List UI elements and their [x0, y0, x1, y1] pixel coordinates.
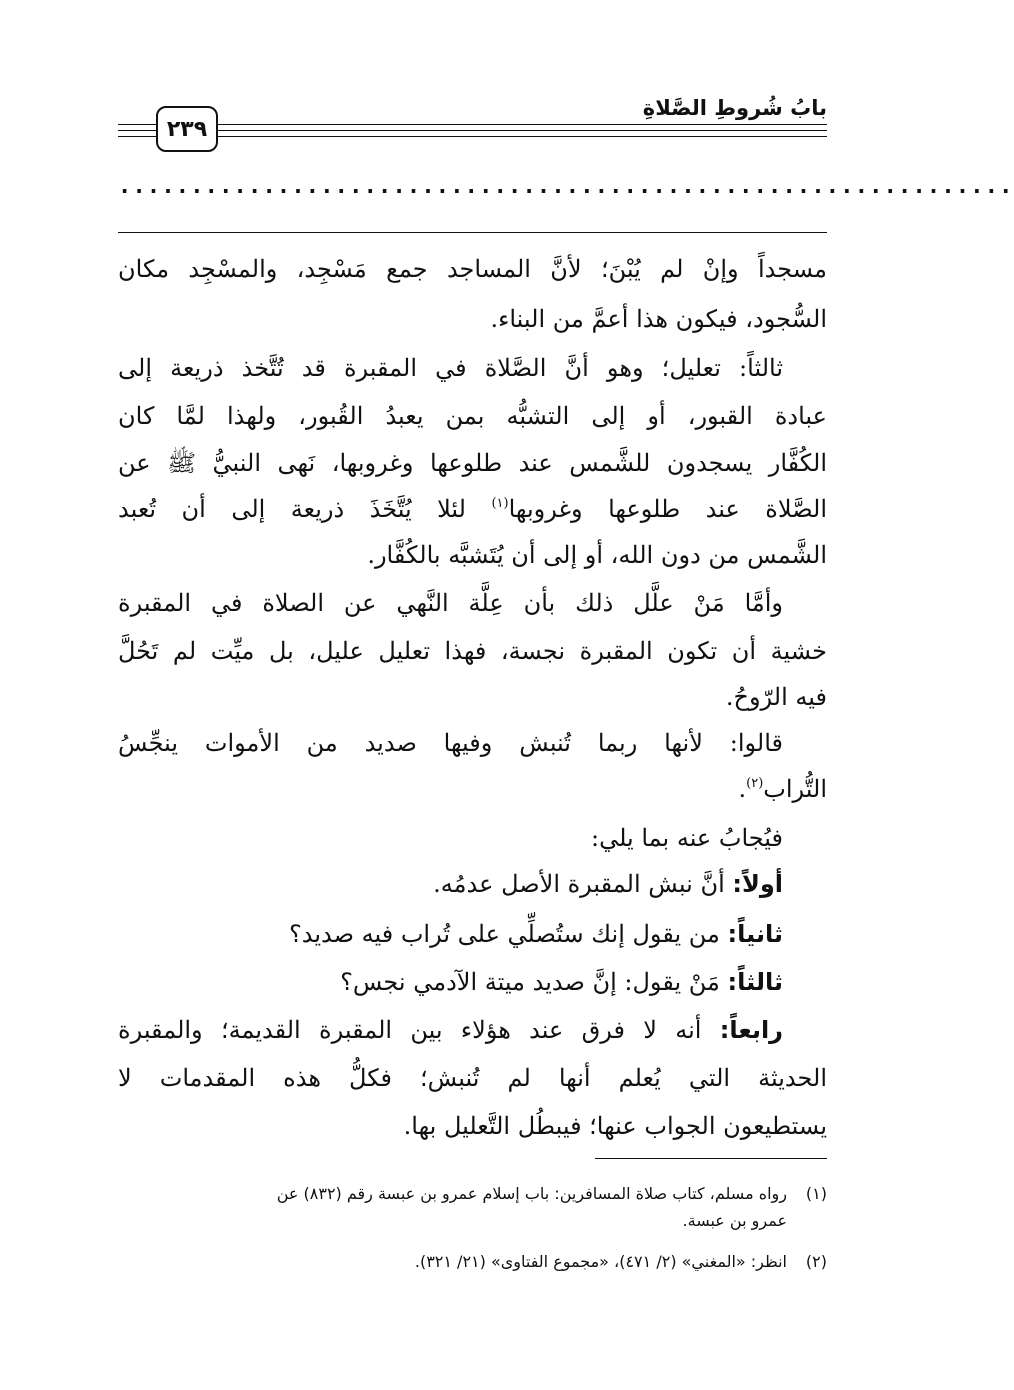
footnote-number: (١): [805, 1184, 827, 1203]
body-line: [118, 489, 827, 529]
list-item: [118, 914, 827, 954]
body-line: فيُجابُ عنه بما يلي:: [590, 824, 783, 852]
body-line: الكُفَّار يسجدون للشَّمس عند طلوعها وغروبها، نَهى النبيُّ ﷺ عن: [118, 449, 828, 477]
body-text: لئلا يُتَّخَذَ ذريعة إلى أن تُعبد: [118, 495, 466, 523]
footnote-ref: (١): [491, 496, 509, 511]
footnote-text: رواه مسلم، كتاب صلاة المسافرين: باب إسلام عمرو بن عبسة رقم (٨٣٢) عن: [276, 1184, 787, 1203]
body-line: يستطيعون الجواب عنها؛ فيبطُل التَّعليل بها.: [403, 1112, 827, 1140]
footnote-line: [118, 1248, 827, 1275]
footnote-text: انظر: «المغني» (٢/ ٤٧١)، «مجموع الفتاوى» (٢١/ ٣٢١).: [414, 1252, 787, 1271]
footnote-rule: [595, 1158, 827, 1159]
footnote-2: [118, 1248, 827, 1275]
list-text: مَنْ يقول: إنَّ صديد ميتة الآدمي نجس؟: [340, 968, 720, 996]
list-text: أنه لا فرق عند هؤلاء بين المقبرة القديمة؛ والمقبرة: [118, 1016, 702, 1044]
body-text: التُّراب: [763, 775, 827, 803]
footnote-1: [118, 1180, 827, 1234]
body-line: [118, 769, 827, 809]
body-line: عبادة القبور، أو إلى التشبُّه بمن يعبدُ القُبور، ولهذا لمَّا كان: [118, 402, 827, 430]
list-item: [118, 962, 827, 1002]
footnote-continuation: عمرو بن عبسة.: [682, 1211, 787, 1230]
list-label: ثالثاً:: [727, 968, 783, 996]
header-rule: [215, 136, 827, 137]
body-line: مسجداً وإنْ لم يُبْنَ؛ لأنَّ المساجد جمع مَسْجِد، والمسْجِد مكان: [118, 255, 827, 283]
section-rule: [118, 232, 827, 233]
list-label: أولاً:: [732, 870, 783, 898]
header-rule: [215, 130, 827, 131]
header-rule: [118, 130, 158, 131]
body-line: الشَّمس من دون الله، أو إلى أن يُتَشبَّه بالكُفَّار.: [367, 541, 827, 569]
period: .: [738, 775, 747, 803]
body-line: قالوا: لأنها ربما تُنبش وفيها صديد من الأموات ينجِّسُ: [118, 729, 783, 757]
body-text: الصَّلاة عند طلوعها وغروبها: [508, 495, 827, 523]
body-line: ثالثاً: تعليل؛ وهو أنَّ الصَّلاة في المقبرة قد تُتَّخذ ذريعة إلى: [118, 354, 784, 382]
page-number: ٢٣٩: [156, 106, 218, 152]
header-rule: [215, 124, 827, 125]
footnote-ref: (٢): [746, 776, 764, 791]
list-item: [118, 864, 827, 904]
list-item: [118, 1010, 827, 1050]
list-text: من يقول إنك ستُصلِّي على تُراب فيه صديد؟: [289, 920, 720, 948]
list-label: ثانياً:: [727, 920, 783, 948]
header-rule: [118, 136, 158, 137]
footnote-line: [118, 1180, 827, 1207]
footnote-number: (٢): [805, 1252, 827, 1271]
list-label: رابعاً:: [719, 1016, 783, 1044]
body-line: وأمَّا مَنْ علَّل ذلك بأن عِلَّة النَّهي عن الصلاة في المقبرة: [118, 589, 783, 617]
body-line: السُّجود، فيكون هذا أعمَّ من البناء.: [490, 305, 827, 333]
body-line: خشية أن تكون المقبرة نجسة، فهذا تعليل عليل، بل ميِّت لم تَحُلَّ: [118, 637, 827, 665]
dotted-separator: ..............................................................: [118, 174, 1014, 199]
body-line: فيه الرّوحُ.: [725, 683, 827, 711]
header-rule: [118, 124, 158, 125]
body-line: الحديثة التي يُعلم أنها لم تُنبش؛ فكلُّ هذه المقدمات لا: [118, 1064, 827, 1092]
chapter-title: بابُ شُروطِ الصَّلاةِ: [642, 96, 827, 120]
list-text: أنَّ نبش المقبرة الأصل عدمُه.: [433, 870, 725, 898]
